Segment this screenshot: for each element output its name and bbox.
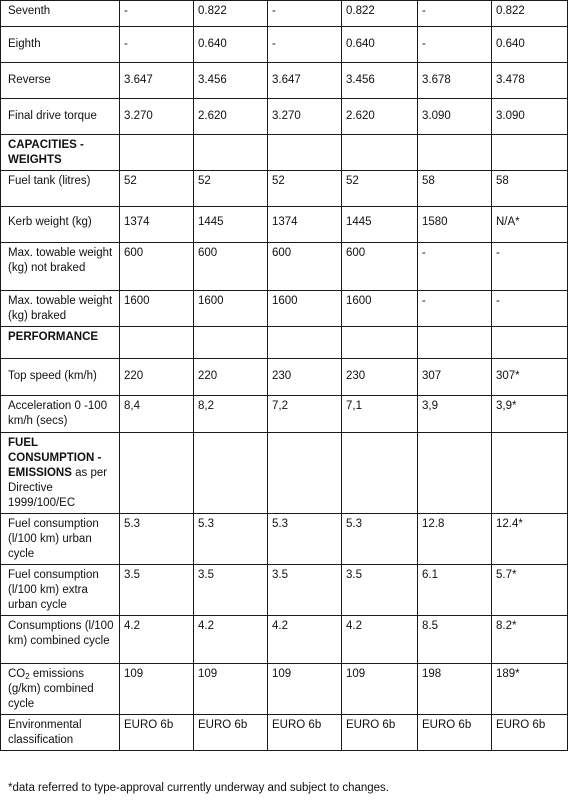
table-cell: - [418, 291, 492, 327]
row-label: Reverse [1, 63, 120, 99]
table-cell: 52 [268, 171, 342, 207]
table-cell: 52 [120, 171, 194, 207]
table-cell: 220 [120, 359, 194, 396]
table-cell: 5.3 [194, 514, 268, 565]
table-cell: 6.1 [418, 565, 492, 616]
section-heading-performance: PERFORMANCE [1, 327, 120, 359]
table-cell: 230 [268, 359, 342, 396]
table-cell [342, 135, 418, 171]
row-label: Fuel consumption (l/100 km) urban cycle [1, 514, 120, 565]
table-cell: 1600 [120, 291, 194, 327]
table-cell: 12.4* [492, 514, 568, 565]
table-cell: 109 [120, 664, 194, 715]
table-cell: N/A* [492, 207, 568, 243]
table-cell: 600 [342, 243, 418, 291]
table-cell [268, 327, 342, 359]
table-cell [492, 327, 568, 359]
table-cell: 0.640 [194, 27, 268, 63]
table-row [1, 664, 568, 715]
table-row [1, 715, 568, 751]
row-label: Seventh [1, 1, 120, 27]
table-cell: 3.647 [120, 63, 194, 99]
table-cell: 600 [268, 243, 342, 291]
table-cell: 189* [492, 664, 568, 715]
row-label: Top speed (km/h) [1, 359, 120, 396]
row-label: Fuel tank (litres) [1, 171, 120, 207]
table-cell [268, 433, 342, 514]
table-cell: 52 [194, 171, 268, 207]
table-cell: EURO 6b [342, 715, 418, 751]
table-cell: 52 [342, 171, 418, 207]
row-label: Eighth [1, 27, 120, 63]
footnote: *data referred to type-approval currently underway and subject to changes. [8, 782, 389, 794]
table-cell: 1374 [120, 207, 194, 243]
table-cell: 3.270 [268, 99, 342, 135]
table-cell: - [268, 1, 342, 27]
table-row [1, 565, 568, 616]
table-cell: 198 [418, 664, 492, 715]
table-cell: 1445 [342, 207, 418, 243]
table-cell: 3.5 [194, 565, 268, 616]
table-cell [120, 135, 194, 171]
table-cell: 600 [194, 243, 268, 291]
table-cell [342, 433, 418, 514]
table-cell: 0.640 [342, 27, 418, 63]
table-row [1, 433, 568, 514]
table-row [1, 616, 568, 664]
table-cell: 109 [268, 664, 342, 715]
table-cell [492, 433, 568, 514]
table-cell: 3.456 [194, 63, 268, 99]
table-cell: 58 [418, 171, 492, 207]
row-label: Max. towable weight (kg) braked [1, 291, 120, 327]
table-cell: 2.620 [342, 99, 418, 135]
table-cell: - [120, 27, 194, 63]
table-cell: EURO 6b [418, 715, 492, 751]
table-cell: EURO 6b [120, 715, 194, 751]
table-cell: - [120, 1, 194, 27]
table-cell: 3.270 [120, 99, 194, 135]
table-row [1, 514, 568, 565]
table-cell: 12.8 [418, 514, 492, 565]
row-label: Kerb weight (kg) [1, 207, 120, 243]
table-cell [342, 327, 418, 359]
table-row [1, 171, 568, 207]
section-heading-fuel-consumption [1, 433, 120, 514]
table-cell: 3.678 [418, 63, 492, 99]
table-cell: 1600 [342, 291, 418, 327]
table-cell: 600 [120, 243, 194, 291]
table-row [1, 291, 568, 327]
table-row [1, 396, 568, 433]
table-cell: 3.5 [268, 565, 342, 616]
table-cell [120, 327, 194, 359]
table-cell: 58 [492, 171, 568, 207]
table-cell [194, 327, 268, 359]
table-cell: 1374 [268, 207, 342, 243]
table-cell: - [418, 243, 492, 291]
row-label: Environmental classification [1, 715, 120, 751]
table-cell: 3,9* [492, 396, 568, 433]
table-cell: 1600 [194, 291, 268, 327]
table-row [1, 327, 568, 359]
co2-suffix: emissions (g/km) combined cycle [8, 668, 94, 710]
row-label-co2 [1, 664, 120, 715]
table-row [1, 135, 568, 171]
table-cell: 3,9 [418, 396, 492, 433]
table-cell: - [418, 1, 492, 27]
table-cell: 0.822 [492, 1, 568, 27]
table-cell: EURO 6b [194, 715, 268, 751]
table-cell: 1445 [194, 207, 268, 243]
table-cell: 2.620 [194, 99, 268, 135]
table-cell: 220 [194, 359, 268, 396]
table-cell: 4.2 [194, 616, 268, 664]
row-label: Final drive torque [1, 99, 120, 135]
table-cell [418, 327, 492, 359]
table-row [1, 99, 568, 135]
table-cell: 8.2* [492, 616, 568, 664]
table-cell: - [418, 27, 492, 63]
table-cell: 4.2 [342, 616, 418, 664]
table-cell [194, 433, 268, 514]
table-row [1, 1, 568, 27]
table-cell: - [492, 243, 568, 291]
table-cell: 4.2 [120, 616, 194, 664]
table-cell: 3.5 [342, 565, 418, 616]
table-cell: 8,2 [194, 396, 268, 433]
table-cell: 3.647 [268, 63, 342, 99]
table-cell: 1580 [418, 207, 492, 243]
table-cell: 307 [418, 359, 492, 396]
co2-prefix: CO [8, 668, 26, 680]
co2-subscript: 2 [25, 672, 30, 681]
table-cell: 307* [492, 359, 568, 396]
row-label: Acceleration 0 -100 km/h (secs) [1, 396, 120, 433]
table-cell: 7,1 [342, 396, 418, 433]
row-label: Max. towable weight (kg) not braked [1, 243, 120, 291]
section-heading-capacities: CAPACITIES - WEIGHTS [1, 135, 120, 171]
table-cell: 0.822 [194, 1, 268, 27]
row-label: Fuel consumption (l/100 km) extra urban cycle [1, 565, 120, 616]
section-heading-text: FUEL CONSUMPTION - EMISSIONS [8, 437, 102, 479]
table-cell [120, 433, 194, 514]
table-cell: EURO 6b [268, 715, 342, 751]
table-cell: 109 [342, 664, 418, 715]
table-cell: 0.822 [342, 1, 418, 27]
table-row [1, 243, 568, 291]
table-cell [492, 135, 568, 171]
row-label: Consumptions (l/100 km) combined cycle [1, 616, 120, 664]
table-cell: 3.5 [120, 565, 194, 616]
table-cell: 5.3 [268, 514, 342, 565]
table-cell: EURO 6b [492, 715, 568, 751]
table-cell: 0.640 [492, 27, 568, 63]
table-row [1, 359, 568, 396]
table-row [1, 63, 568, 99]
table-cell: 230 [342, 359, 418, 396]
table-cell: - [268, 27, 342, 63]
table-cell: 3.090 [418, 99, 492, 135]
table-row [1, 207, 568, 243]
table-cell: - [492, 291, 568, 327]
table-cell [418, 433, 492, 514]
table-cell: 5.3 [342, 514, 418, 565]
table-cell: 8.5 [418, 616, 492, 664]
table-cell [268, 135, 342, 171]
table-cell: 7,2 [268, 396, 342, 433]
table-cell: 4.2 [268, 616, 342, 664]
table-cell: 1600 [268, 291, 342, 327]
table-cell: 8,4 [120, 396, 194, 433]
section-heading-note: as per Directive 1999/100/EC [8, 467, 108, 509]
table-cell: 3.456 [342, 63, 418, 99]
table-row [1, 27, 568, 63]
table-cell [194, 135, 268, 171]
table-cell: 3.090 [492, 99, 568, 135]
table-cell: 5.3 [120, 514, 194, 565]
table-cell: 109 [194, 664, 268, 715]
table-cell: 5.7* [492, 565, 568, 616]
table-cell: 3.478 [492, 63, 568, 99]
table-cell [418, 135, 492, 171]
